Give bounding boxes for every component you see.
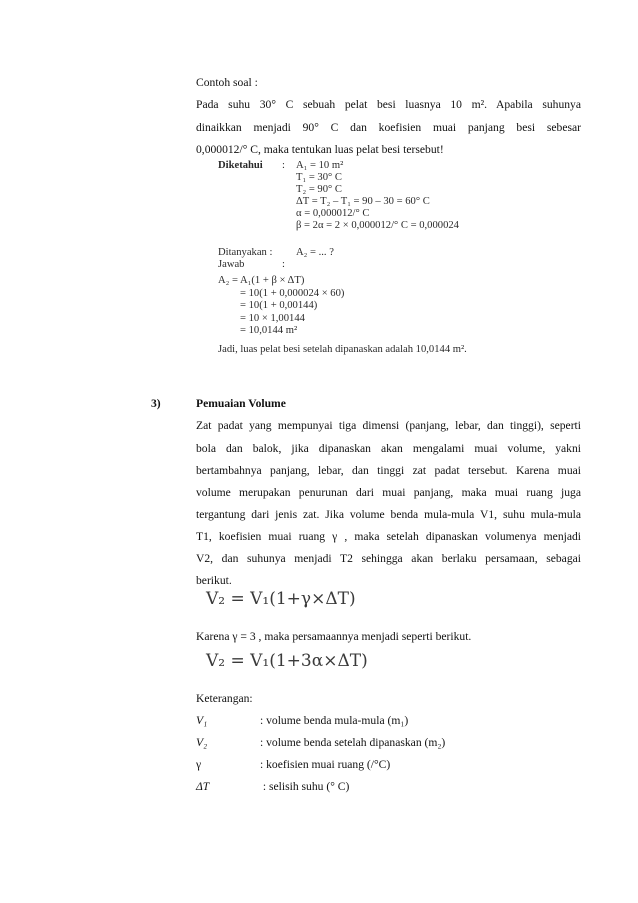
asked-value: A₂ = ... ? [296,247,334,258]
asked-block: Ditanyakan : A₂ = ... ? Jawab : [218,247,334,270]
steps-block [218,275,344,338]
known-item: A₁ = 10 m² [296,160,344,171]
answer-label: Jawab [218,259,245,270]
paragraph-line: tergantung dari jenis zat. Jika volume benda mula-mula V1, suhu mula-mula [196,508,581,521]
step-line: = 10(1 + 0,00144) [240,300,318,311]
known-item: ΔT = T₂ – T₁ = 90 – 30 = 60° C [296,196,430,207]
example-line-2: dinaikkan menjadi 90° C dan koefisien muai panjang besi sebesar [196,121,581,134]
known-item: β = 2α = 2 × 0,000012/° C = 0,000024 [296,220,459,231]
example-line-3: 0,000012/° C, maka tentukan luas pelat besi tersebut! [196,143,444,156]
karena-line: Karena γ = 3 , maka persamaannya menjadi seperti berikut. [196,630,472,643]
paragraph-line: bertambahnya panjang, lebar, dan tinggi zat padat tersebut. Karena muai [196,464,581,477]
formula-volume: V₂ = V₁(1+γ×ΔT) [206,589,356,609]
legend-symbol: γ [196,758,202,771]
legend-symbol: ΔT [196,780,210,793]
legend-row [196,780,349,794]
section-number: 3) [151,397,161,410]
section-title: Pemuaian Volume [196,397,286,410]
legend-row [196,714,408,728]
paragraph-line: volume merupakan penurunan dari muai panjang, maka muai ruang juga [196,486,581,499]
legend-desc: : volume benda setelah dipanaskan (m₂) [260,736,446,749]
legend-row [196,736,445,750]
known-item: T₁ = 30° C [296,172,342,183]
paragraph-line: T1, koefisien muai ruang γ , maka setelah dipanaskan volumenya menjadi [196,530,581,543]
example-line-1: Pada suhu 30° C sebuah pelat besi luasnya 10 m². Apabila suhunya [196,98,581,111]
known-block: Diketahui : A₁ = 10 m² T₁ = 30° C T₂ = 90° C ΔT = T₂ – T₁ = 90 – 30 = 60° C α = 0,000012/° C β = 2α = 2 × 0,000012/° C = 0,000024 [218,160,459,231]
known-label: Diketahui [218,160,263,171]
step-line: = 10(1 + 0,000024 × 60) [240,287,345,299]
paragraph-line: berikut. [196,574,232,587]
step-line: = 10 × 1,00144 [240,312,305,324]
asked-label: Ditanyakan : [218,247,273,258]
paragraph-line: Zat padat yang mempunyai tiga dimensi (panjang, lebar, dan tinggi), seperti [196,419,581,432]
formula-volume-alpha: V₂ = V₁(1+3α×ΔT) [206,651,368,671]
paragraph-line: bola dan balok, jika dipanaskan akan mengalami muai volume, yakni [196,442,581,455]
legend-row [196,758,390,772]
example-heading: Contoh soal : [196,76,258,89]
legend-symbol: V₂ [196,736,208,749]
conclusion: Jadi, luas pelat besi setelah dipanaskan adalah 10,0144 m². [218,344,467,355]
known-item: T₂ = 90° C [296,184,342,195]
legend-desc: : volume benda mula-mula (m₁) [260,714,409,727]
legend-desc: : selisih suhu (° C) [260,780,350,793]
paragraph-line: V2, dan suhunya menjadi T2 sehingga akan berlaku persamaan, sebagai [196,552,581,565]
legend-desc: : koefisien muai ruang (/°C) [260,758,391,771]
known-item: α = 0,000012/° C [296,208,370,219]
legend-title: Keterangan: [196,692,253,705]
step-line: A₂ = A₁(1 + β × ΔT) [218,275,305,286]
legend-symbol: V₁ [196,714,208,727]
step-line: = 10,0144 m² [240,325,298,336]
